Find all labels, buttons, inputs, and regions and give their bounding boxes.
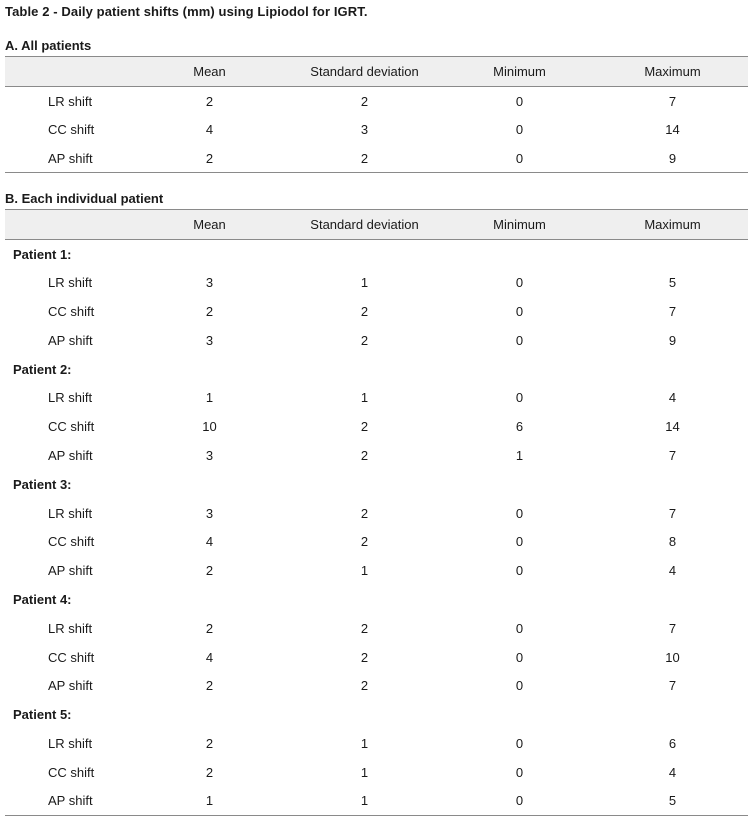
header-minimum: Minimum [442, 210, 597, 240]
all-patients-table [5, 56, 748, 173]
row-label: CC shift [48, 419, 95, 435]
individual-patients-table [5, 209, 748, 816]
maximum-cell: 14 [665, 419, 680, 435]
table-row [5, 527, 748, 556]
mean-cell: 2 [205, 678, 214, 694]
row-label: LR shift [48, 93, 93, 109]
mean-cell: 3 [205, 505, 214, 521]
maximum-cell: 7 [668, 447, 677, 463]
minimum-cell: 0 [515, 735, 524, 751]
maximum-cell: 7 [668, 505, 677, 521]
minimum-cell: 0 [515, 534, 524, 550]
table-row [5, 326, 748, 355]
mean-cell: 10 [202, 419, 217, 435]
header-standard-deviation: Standard deviation [287, 57, 442, 87]
row-label: CC shift [48, 534, 95, 550]
table-row [5, 643, 748, 672]
table-row [5, 144, 748, 173]
minimum-cell: 6 [515, 419, 524, 435]
maximum-cell: 7 [668, 93, 677, 109]
mean-cell: 3 [205, 447, 214, 463]
row-label: LR shift [48, 390, 93, 406]
mean-cell: 1 [205, 390, 214, 406]
row-label: LR shift [48, 735, 93, 751]
table-row [5, 614, 748, 643]
maximum-cell: 14 [665, 122, 680, 138]
mean-cell: 2 [132, 144, 287, 173]
minimum-cell: 0 [442, 787, 597, 816]
all-patients-body [5, 87, 748, 173]
row-label: CC shift [48, 649, 95, 665]
maximum-cell: 4 [668, 390, 677, 406]
maximum-cell: 9 [597, 144, 748, 173]
standard-deviation-cell: 2 [360, 649, 369, 665]
standard-deviation-cell: 1 [360, 735, 369, 751]
header-standard-deviation: Standard deviation [287, 210, 442, 240]
header-row [5, 210, 748, 240]
row-label: AP shift [48, 447, 93, 463]
header-maximum: Maximum [597, 57, 748, 87]
header-blank [5, 57, 132, 87]
maximum-cell: 4 [668, 563, 677, 579]
header-maximum: Maximum [597, 210, 748, 240]
maximum-cell: 5 [597, 787, 748, 816]
minimum-cell: 0 [442, 144, 597, 173]
standard-deviation-cell: 2 [287, 144, 442, 173]
table-row [5, 671, 748, 700]
header-mean: Mean [132, 57, 287, 87]
header-minimum: Minimum [442, 57, 597, 87]
minimum-cell: 0 [515, 620, 524, 636]
mean-cell: 2 [205, 764, 214, 780]
standard-deviation-cell: 2 [360, 620, 369, 636]
standard-deviation-cell: 3 [360, 122, 369, 138]
minimum-cell: 0 [515, 678, 524, 694]
minimum-cell: 0 [515, 563, 524, 579]
maximum-cell: 4 [668, 764, 677, 780]
header-row [5, 57, 748, 87]
table-row [5, 412, 748, 441]
header-mean: Mean [132, 210, 287, 240]
minimum-cell: 0 [515, 275, 524, 291]
table-row [5, 441, 748, 470]
table-row [5, 297, 748, 326]
table-row [5, 383, 748, 412]
header-blank [5, 210, 132, 240]
maximum-cell: 7 [668, 303, 677, 319]
patient-label: Patient 2: [13, 361, 72, 377]
table-row [5, 87, 748, 116]
mean-cell: 2 [205, 93, 214, 109]
individual-patients-body [5, 240, 748, 816]
maximum-cell: 7 [668, 678, 677, 694]
table-row [5, 729, 748, 758]
row-label: CC shift [48, 303, 95, 319]
row-label: CC shift [48, 764, 95, 780]
standard-deviation-cell: 1 [360, 563, 369, 579]
minimum-cell: 0 [515, 303, 524, 319]
mean-cell: 4 [205, 534, 214, 550]
row-label: LR shift [48, 505, 93, 521]
patient-group-row [5, 240, 748, 269]
maximum-cell: 5 [668, 275, 677, 291]
patient-group-row [5, 585, 748, 614]
row-label: LR shift [48, 275, 93, 291]
patient-label: Patient 1: [13, 246, 72, 262]
maximum-cell: 10 [665, 649, 680, 665]
mean-cell: 1 [132, 787, 287, 816]
standard-deviation-cell: 1 [287, 787, 442, 816]
mean-cell: 4 [205, 649, 214, 665]
mean-cell: 2 [205, 735, 214, 751]
standard-deviation-cell: 2 [360, 678, 369, 694]
maximum-cell: 7 [668, 620, 677, 636]
row-label: AP shift [5, 144, 132, 173]
table-row [5, 758, 748, 787]
mean-cell: 4 [205, 122, 214, 138]
patient-label: Patient 5: [13, 707, 72, 723]
table-title: Table 2 - Daily patient shifts (mm) using Lipiodol for IGRT. [5, 4, 368, 19]
minimum-cell: 0 [515, 93, 524, 109]
row-label: LR shift [48, 620, 93, 636]
standard-deviation-cell: 2 [360, 419, 369, 435]
standard-deviation-cell: 2 [360, 303, 369, 319]
standard-deviation-cell: 1 [360, 764, 369, 780]
minimum-cell: 0 [515, 505, 524, 521]
maximum-cell: 8 [668, 534, 677, 550]
row-label: AP shift [48, 563, 93, 579]
maximum-cell: 9 [668, 332, 677, 348]
patient-group-row [5, 700, 748, 729]
minimum-cell: 0 [515, 390, 524, 406]
standard-deviation-cell: 1 [360, 390, 369, 406]
section-b-title: B. Each individual patient [5, 191, 164, 206]
table-row [5, 268, 748, 297]
row-label: AP shift [5, 787, 132, 816]
mean-cell: 2 [205, 563, 214, 579]
table-row [5, 115, 748, 144]
section-a-title: A. All patients [5, 38, 92, 53]
standard-deviation-cell: 2 [360, 534, 369, 550]
maximum-cell: 6 [668, 735, 677, 751]
row-label: AP shift [48, 678, 93, 694]
row-label: AP shift [48, 332, 93, 348]
mean-cell: 2 [205, 303, 214, 319]
patient-group-row [5, 355, 748, 384]
minimum-cell: 0 [515, 764, 524, 780]
table-row [5, 556, 748, 585]
mean-cell: 3 [205, 275, 214, 291]
minimum-cell: 0 [515, 122, 524, 138]
patient-group-row [5, 470, 748, 499]
minimum-cell: 1 [515, 447, 524, 463]
patient-label: Patient 4: [13, 591, 72, 607]
mean-cell: 2 [205, 620, 214, 636]
standard-deviation-cell: 2 [360, 505, 369, 521]
standard-deviation-cell: 2 [360, 93, 369, 109]
standard-deviation-cell: 1 [360, 275, 369, 291]
patient-label: Patient 3: [13, 476, 72, 492]
table-row [5, 499, 748, 528]
row-label: CC shift [48, 122, 95, 138]
minimum-cell: 0 [515, 649, 524, 665]
mean-cell: 3 [205, 332, 214, 348]
table-row [5, 787, 748, 816]
minimum-cell: 0 [515, 332, 524, 348]
standard-deviation-cell: 2 [360, 332, 369, 348]
standard-deviation-cell: 2 [360, 447, 369, 463]
